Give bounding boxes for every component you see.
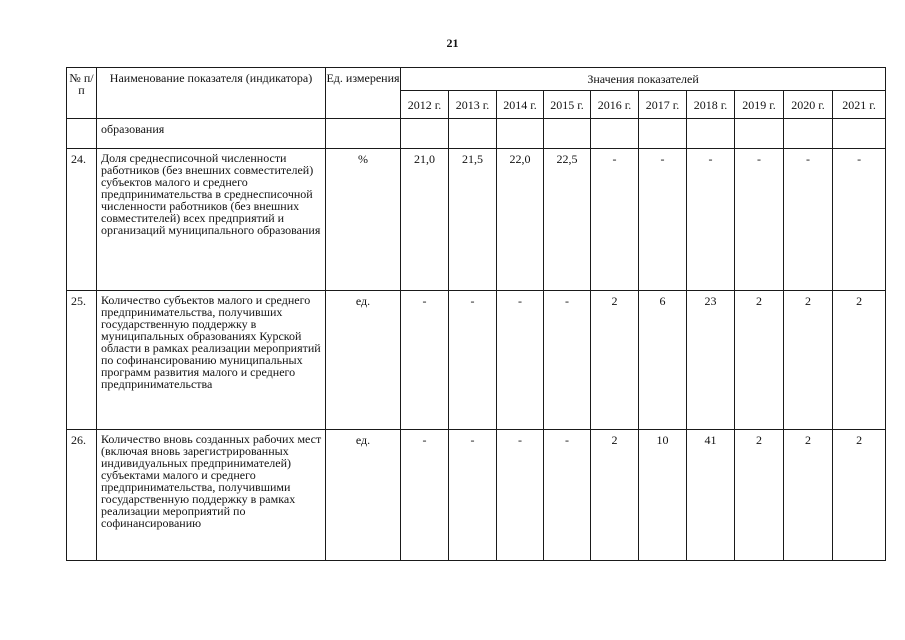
header-year: 2016 г. [591,91,639,119]
cell-value: - [401,430,449,561]
header-values-title: Значения показателей [401,68,886,91]
cell-unit: % [326,149,401,291]
header-row [67,68,886,91]
cell-num: 24. [67,149,97,291]
cell-value: 21,5 [449,149,497,291]
cell-value: 22,5 [544,149,591,291]
indicators-table [66,67,886,561]
cell-value: 2 [735,430,784,561]
cell-value: 2 [591,291,639,430]
cell-value: - [639,149,687,291]
header-year: 2017 г. [639,91,687,119]
cell-num [67,119,97,149]
cell-value: 2 [833,291,886,430]
cell-unit: ед. [326,430,401,561]
cell-value: - [591,149,639,291]
cell-unit [326,119,401,149]
cell-value: - [735,149,784,291]
cell-name: Доля среднесписочной численности работников (без внешних совместителей) субъектов малого и среднего предпринимательства в среднесписочной численности работников (без внешних совместителей) всех предприятий и организаций муниципального образования [97,149,326,291]
cell-value: - [784,149,833,291]
cell-value: 2 [591,430,639,561]
cell-value [591,119,639,149]
cell-value: 41 [687,430,735,561]
header-year: 2020 г. [784,91,833,119]
cell-num: 25. [67,291,97,430]
cell-value: 10 [639,430,687,561]
cell-value: - [544,291,591,430]
cell-value: 2 [735,291,784,430]
header-year: 2021 г. [833,91,886,119]
header-name: Наименование показателя (индикатора) [97,68,326,119]
cell-value: - [449,291,497,430]
cell-value [735,119,784,149]
cell-value: 6 [639,291,687,430]
table-row [67,149,886,291]
header-unit: Ед. измерения [326,68,401,119]
header-year: 2019 г. [735,91,784,119]
cell-name: образования [97,119,326,149]
header-year: 2015 г. [544,91,591,119]
cell-value: - [497,291,544,430]
cell-value: - [544,430,591,561]
cell-value [401,119,449,149]
cell-value: - [401,291,449,430]
page-number: 21 [446,36,459,50]
header-num: № п/п [67,68,97,119]
cell-value: 22,0 [497,149,544,291]
header-year: 2012 г. [401,91,449,119]
cell-value [497,119,544,149]
cell-value: 2 [784,291,833,430]
cell-num: 26. [67,430,97,561]
cell-value: 2 [784,430,833,561]
cell-value: - [449,430,497,561]
cell-value: 23 [687,291,735,430]
cell-value: - [497,430,544,561]
header-year: 2018 г. [687,91,735,119]
table-row [67,430,886,561]
table-row [67,291,886,430]
cell-value [639,119,687,149]
cell-value [544,119,591,149]
cell-value [784,119,833,149]
cell-value: - [687,149,735,291]
cell-value [833,119,886,149]
cell-value [449,119,497,149]
cell-value [687,119,735,149]
cell-value: - [833,149,886,291]
table-row-continuation [67,119,886,149]
cell-value: 21,0 [401,149,449,291]
header-year: 2014 г. [497,91,544,119]
cell-name: Количество вновь созданных рабочих мест (включая вновь зарегистрированных индивидуальных предпринимателей) субъектами малого и среднего предпринимательства, получившими государственную поддержку в рамках реализации мероприятий по софинансированию [97,430,326,561]
header-year: 2013 г. [449,91,497,119]
cell-unit: ед. [326,291,401,430]
cell-value: 2 [833,430,886,561]
cell-name: Количество субъектов малого и среднего предпринимательства, получивших государственную поддержку в муниципальных образованиях Курской области в рамках реализации мероприятий по софинансированию муниципальных программ развития малого и среднего предпринимательства [97,291,326,430]
